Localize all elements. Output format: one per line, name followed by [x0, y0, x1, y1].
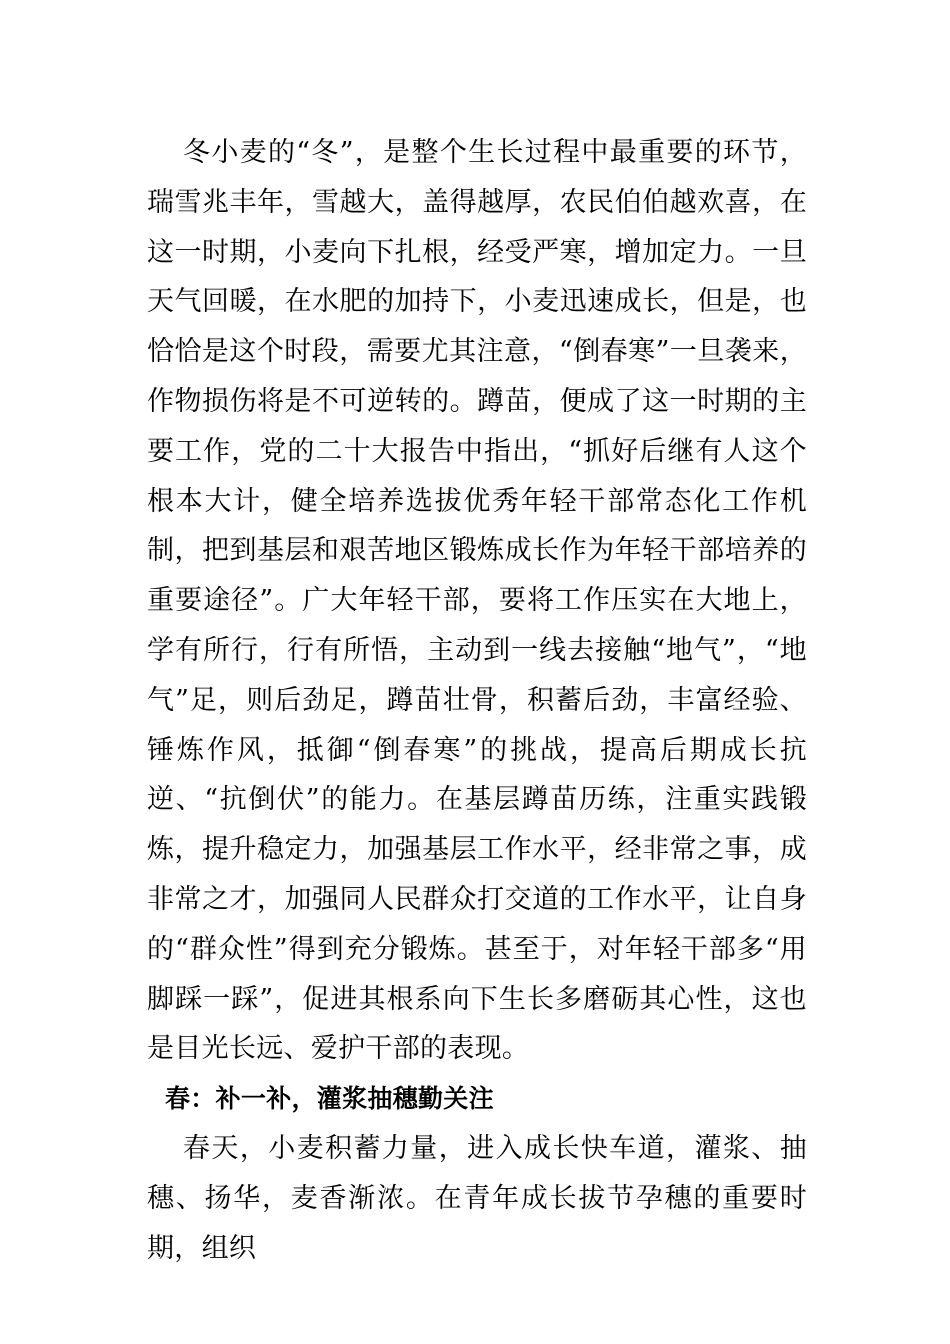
paragraph-winter: 冬小麦的“冬”，是整个生长过程中最重要的环节，瑞雪兆丰年，雪越大，盖得越厚，农民伯伯越欢喜，在这一时期，小麦向下扎根，经受严寒，增加定力。一旦天气回暖，在水肥的加持下，小麦迅速成长，但是，也恰恰是这个时段，需要尤其注意，“倒春寒”一旦袭来，作物损伤将是不可逆转的。蹲苗，便成了这一时期的主要工作，党的二十大报告中指出，“抓好后继有人这个根本大计，健全培养选拔优秀年轻干部常态化工作机制，把到基层和艰苦地区锻炼成长作为年轻干部培养的重要途径”。广大年轻干部，要将工作压实在大地上，学有所行，行有所悟，主动到一线去接触“地气”，“地气”足，则后劲足，蹲苗壮骨，积蓄后劲，丰富经验、锤炼作风，抵御“倒春寒”的挑战，提高后期成长抗逆、“抗倒伏”的能力。在基层蹲苗历练，注重实践锻炼，提升稳定力，加强基层工作水平，经非常之事，成非常之才，加强同人民群众打交道的工作水平，让自身的“群众性”得到充分锻炼。甚至于，对年轻干部多“用脚踩一踩”，促进其根系向下生长多磨砺其心性，这也是目光长远、爱护干部的表现。 [147, 137, 807, 1065]
paragraph-spring: 春天，小麦积蓄力量，进入成长快车道，灌浆、抽穗、扬华，麦香渐浓。在青年成长拔节孕穗的重要时期，组织 [147, 1133, 807, 1264]
document-body [147, 128, 807, 1274]
section-heading-spring: 春：补一补，灌浆抽穗勤关注 [165, 1084, 494, 1114]
